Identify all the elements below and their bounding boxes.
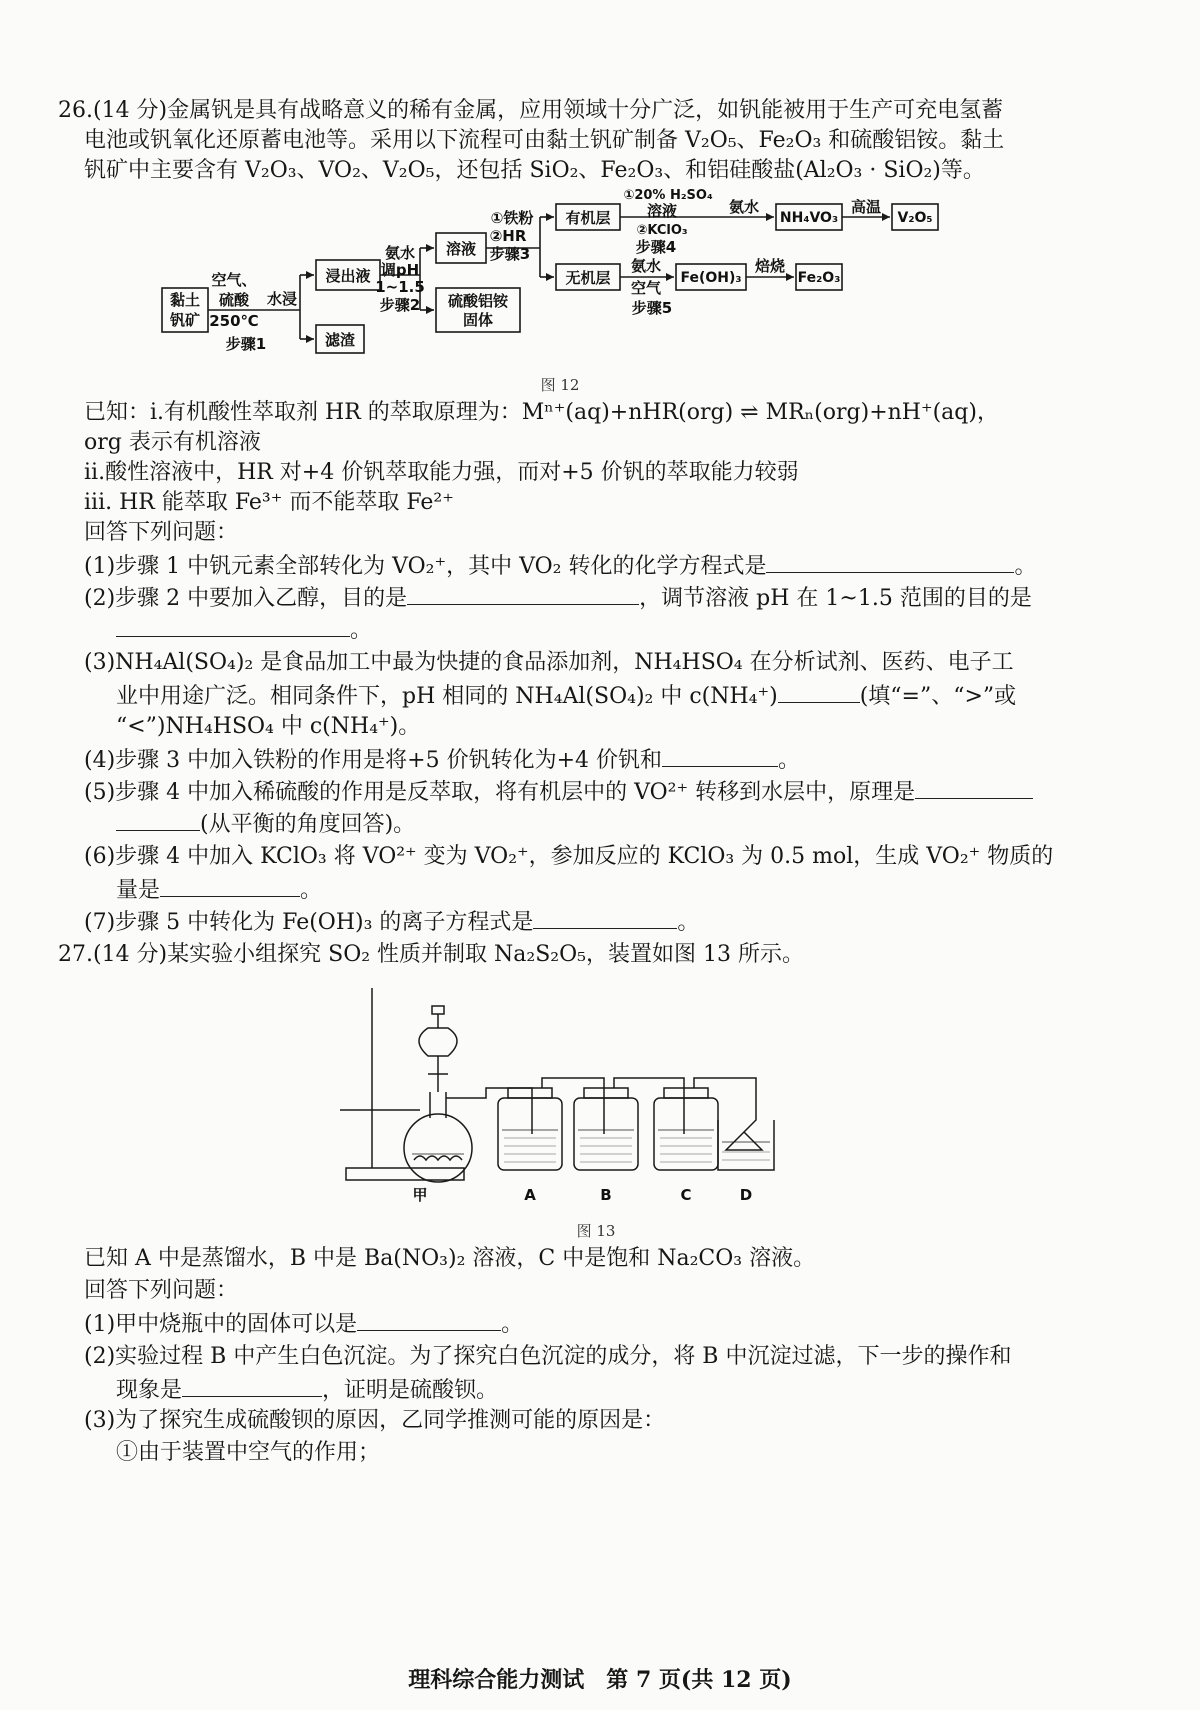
q27-head: 27.(14 分)某实验小组探究 SO₂ 性质并制取 Na₂S₂O₅，装置如图 13 所示。 xyxy=(58,942,804,967)
label-D: D xyxy=(739,1186,753,1204)
cond4-kclo3: ②KClO₃ xyxy=(636,223,688,238)
organic-label: 有机层 xyxy=(565,209,611,227)
solution-label: 溶液 xyxy=(445,240,477,258)
answer-blank-2b[interactable] xyxy=(116,614,350,637)
q26-1: (1)步骤 1 中钒元素全部转化为 VO₂⁺，其中 VO₂ 转化的化学方程式是 。 xyxy=(84,550,1036,582)
q26-6: (6)步骤 4 中加入 KClO₃ 将 VO²⁺ 变为 VO₂⁺，参加反应的 KClO₃ 为 0.5 mol，生成 VO₂⁺ 物质的 xyxy=(84,844,1054,869)
q26-line-2: 电池或钒氧化还原蓄电池等。采用以下流程可由黏土钒矿制备 V₂O₅、Fe₂O₃ 和硫酸铝铵。黏土 xyxy=(84,128,1005,153)
raw-label-2: 钒矿 xyxy=(169,311,201,329)
known-i-cont: org 表示有机溶液 xyxy=(84,430,261,455)
alum-label-1: 硫酸铝铵 xyxy=(447,292,509,310)
q26-line-1: 26.(14 分)金属钒是具有战略意义的稀有金属，应用领域十分广泛，如钒能被用于生产可充电氢蓄 xyxy=(58,98,1004,123)
stand-base xyxy=(346,1168,464,1180)
label-B: B xyxy=(600,1186,612,1204)
q27-3: (3)为了探究生成硫酸钡的原因，乙同学推测可能的原因是： xyxy=(84,1408,666,1433)
q27-prompt: 回答下列问题： xyxy=(84,1278,239,1303)
bottle-B xyxy=(574,1098,638,1170)
q27-3-1: ①由于装置中空气的作用； xyxy=(116,1440,381,1465)
cond5-air: 空气 xyxy=(630,279,662,297)
water-leach-label: 水浸 xyxy=(266,290,298,308)
cond3-iron: ①铁粉 xyxy=(490,209,534,227)
figure-12-caption: 图 12 xyxy=(540,376,580,394)
step5-label: 步骤5 xyxy=(631,299,673,317)
high-temp-label: 高温 xyxy=(850,198,882,216)
residue-label: 滤渣 xyxy=(324,331,356,349)
answer-blank-7[interactable] xyxy=(533,906,677,929)
answer-blank-6[interactable] xyxy=(160,874,300,897)
ammonia-label: 氨水 xyxy=(728,198,760,216)
q26-6-cont: 量是 。 xyxy=(116,874,322,906)
figure-13-caption: 图 13 xyxy=(576,1222,616,1240)
known-ii: ⅱ.酸性溶液中，HR 对+4 价钒萃取能力强，而对+5 价钒的萃取能力较弱 xyxy=(84,460,799,485)
feoh3-label: Fe(OH)₃ xyxy=(680,270,742,286)
answer-blank-27-1[interactable] xyxy=(357,1308,501,1331)
step1-label: 步骤1 xyxy=(225,335,267,353)
q26-2: (2)步骤 2 中要加入乙醇，目的是 ，调节溶液 pH 在 1~1.5 范围的目的是 xyxy=(84,582,1032,614)
label-C: C xyxy=(680,1186,692,1204)
q26-7: (7)步骤 5 中转化为 Fe(OH)₃ 的离子方程式是 。 xyxy=(84,906,699,938)
v2o5-label: V₂O₅ xyxy=(897,210,933,226)
answer-blank-5a[interactable] xyxy=(915,776,1033,799)
inorganic-label: 无机层 xyxy=(565,269,611,287)
answer-blank-27-2[interactable] xyxy=(182,1374,322,1397)
bottle-A xyxy=(498,1098,562,1170)
step4-label: 步骤4 xyxy=(635,238,677,256)
q27-known: 已知 A 中是蒸馏水，B 中是 Ba(NO₃)₂ 溶液，C 中是饱和 Na₂CO₃ 溶液。 xyxy=(84,1246,816,1271)
cond5-ammonia: 氨水 xyxy=(630,257,662,275)
apparatus-figure-13 xyxy=(0,970,1200,1210)
round-flask xyxy=(404,1114,472,1182)
flow-chart-figure-12 xyxy=(0,185,1200,355)
cond4-acid: ①20% H₂SO₄ xyxy=(623,188,713,203)
q26-3-cont: 业中用途广泛。相同条件下，pH 相同的 NH₄Al(SO₄)₂ 中 c(NH₄⁺) (填“=”、“>”或 xyxy=(116,680,1016,712)
known-iii: iii. HR 能萃取 Fe³⁺ 而不能萃取 Fe²⁺ xyxy=(84,490,454,515)
q27-2-cont: 现象是 ，证明是硫酸钡。 xyxy=(116,1374,498,1406)
roast-label: 焙烧 xyxy=(754,257,786,275)
q26-2-cont: 。 xyxy=(116,614,372,646)
q27-1: (1)甲中烧瓶中的固体可以是 。 xyxy=(84,1308,523,1340)
alum-label-2: 固体 xyxy=(462,311,494,329)
beaker-D xyxy=(718,1120,774,1170)
cond3-hr: ②HR xyxy=(489,227,527,245)
bottle-C xyxy=(654,1098,718,1170)
q26-5: (5)步骤 4 中加入稀硫酸的作用是反萃取，将有机层中的 VO²⁺ 转移到水层中，原理是 xyxy=(84,776,1033,808)
fe2o3-label: Fe₂O₃ xyxy=(797,270,841,286)
label-A: A xyxy=(524,1186,536,1204)
cond2-range: 1~1.5 xyxy=(375,278,425,296)
answer-blank-2a[interactable] xyxy=(407,582,639,605)
cond2-ph: 调pH xyxy=(380,261,420,279)
q26-3: (3)NH₄Al(SO₄)₂ 是食品加工中最为快捷的食品添加剂，NH₄HSO₄ 在分析试剂、医药、电子工 xyxy=(84,650,1014,675)
cond1-air: 空气、 xyxy=(211,271,257,289)
separatory-funnel xyxy=(419,1028,457,1056)
q26-5-cont: (从平衡的角度回答)。 xyxy=(116,808,415,840)
answer-blank-3[interactable] xyxy=(778,680,860,703)
step3-label: 步骤3 xyxy=(489,245,531,263)
page-footer: 理科综合能力测试 第 7 页(共 12 页) xyxy=(408,1667,792,1693)
answer-blank-4[interactable] xyxy=(662,744,778,767)
q26-4: (4)步骤 3 中加入铁粉的作用是将+5 价钒转化为+4 价钒和 。 xyxy=(84,744,800,776)
cond2-ammonia: 氨水 xyxy=(384,244,416,262)
raw-label-1: 黏土 xyxy=(169,291,201,309)
q26-3-cont2: “<”)NH₄HSO₄ 中 c(NH₄⁺)。 xyxy=(116,714,421,739)
leach-label: 浸出液 xyxy=(325,267,371,285)
label-jia: 甲 xyxy=(412,1186,428,1204)
answer-prompt: 回答下列问题： xyxy=(84,520,239,545)
known-i: 已知：ⅰ.有机酸性萃取剂 HR 的萃取原理为：Mⁿ⁺(aq)+nHR(org) ⇌ MRₙ(org)+nH⁺(aq)， xyxy=(84,400,999,425)
answer-blank-5b[interactable] xyxy=(116,808,200,831)
cond1-acid: 硫酸 xyxy=(218,291,250,309)
step2-label: 步骤2 xyxy=(379,296,421,314)
nh4vo3-label: NH₄VO₃ xyxy=(779,210,839,226)
q26-line-3: 钒矿中主要含有 V₂O₃、VO₂、V₂O₅，还包括 SiO₂、Fe₂O₃、和铝硅酸盐(Al₂O₃ · SiO₂)等。 xyxy=(84,158,985,183)
cond1-temp: 250℃ xyxy=(209,312,259,330)
q27-2: (2)实验过程 B 中产生白色沉淀。为了探究白色沉淀的成分，将 B 中沉淀过滤，下一步的操作和 xyxy=(84,1344,1012,1369)
cond4-solution: 溶液 xyxy=(646,202,678,220)
answer-blank-1[interactable] xyxy=(766,550,1014,573)
